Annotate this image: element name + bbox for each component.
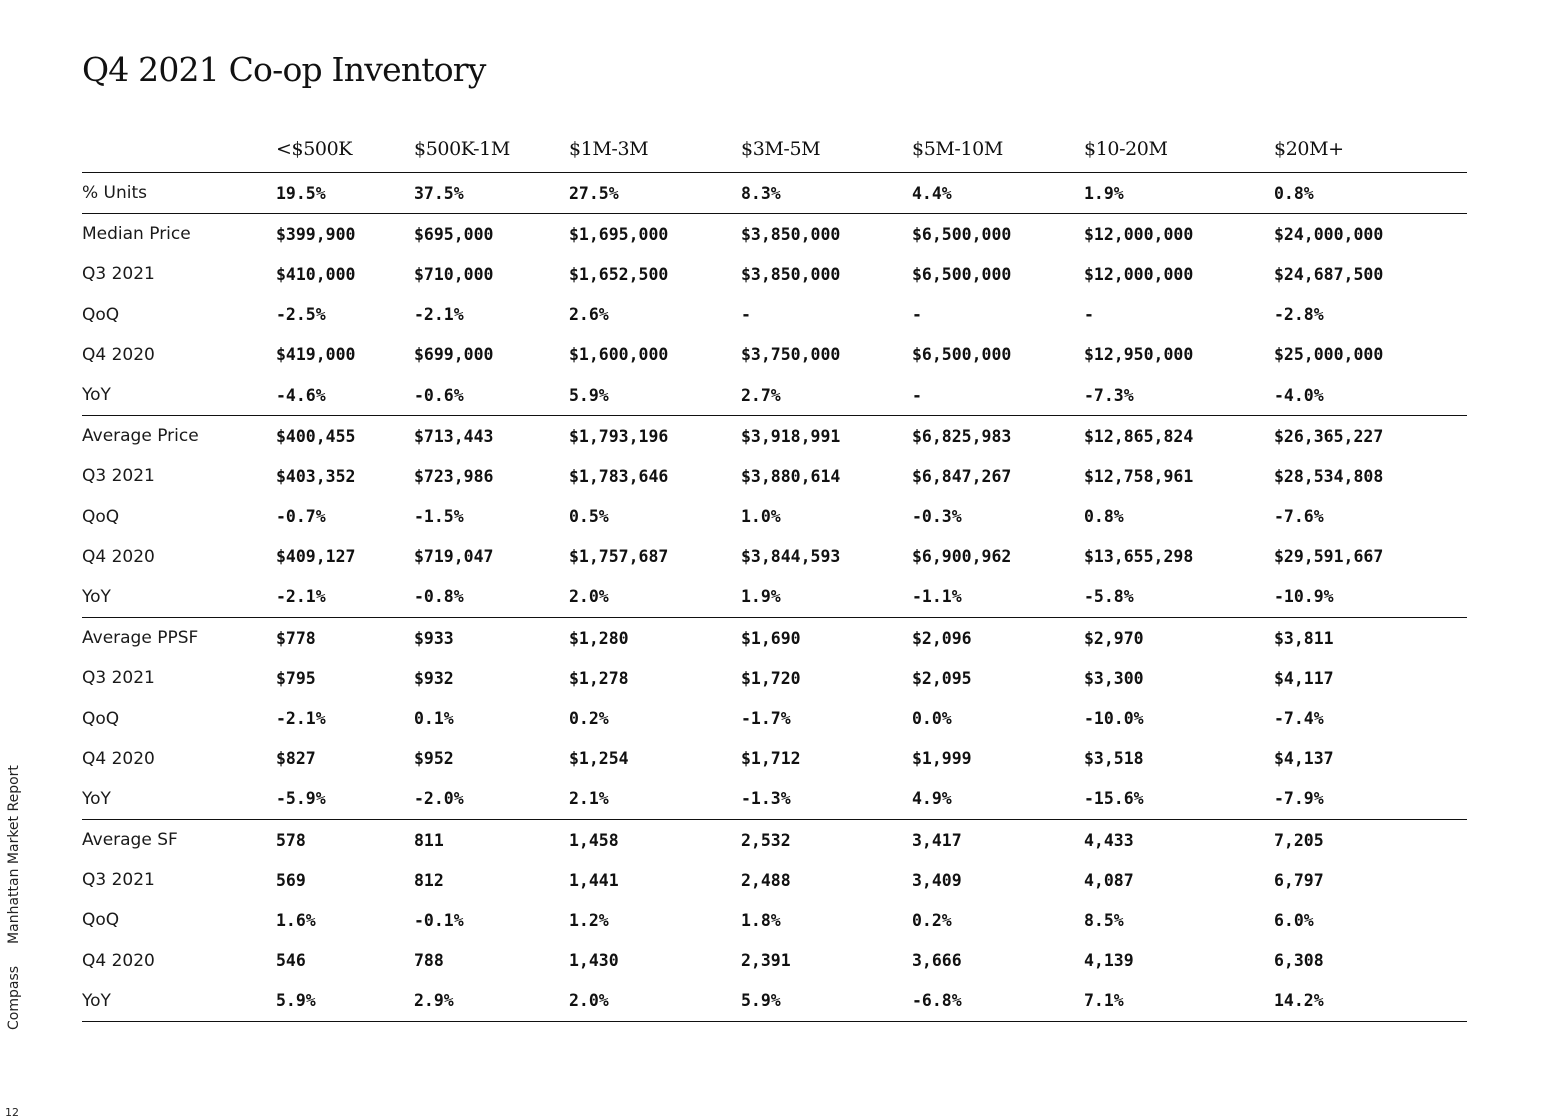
column-header: $500K-1M xyxy=(414,137,510,160)
table-row xyxy=(82,497,1467,537)
table-row xyxy=(82,335,1467,375)
table-cell: $28,534,808 xyxy=(1274,466,1384,486)
table-cell: 4.4% xyxy=(912,183,952,203)
table-cell: -2.5% xyxy=(276,305,326,325)
table-cell: $1,280 xyxy=(569,628,629,648)
table-cell: -4.6% xyxy=(276,385,326,405)
table-cell: $710,000 xyxy=(414,264,494,284)
table-row xyxy=(82,416,1467,456)
table-cell: 0.8% xyxy=(1274,183,1314,203)
table-row xyxy=(82,860,1467,900)
table-cell: 2,532 xyxy=(741,830,791,850)
table-cell: -10.0% xyxy=(1084,709,1144,729)
table-row xyxy=(82,779,1467,820)
table-cell: 5.9% xyxy=(741,991,781,1011)
table-cell: -1.7% xyxy=(741,709,791,729)
table-cell: -2.8% xyxy=(1274,305,1324,325)
table-cell: $723,986 xyxy=(414,466,494,486)
table-row xyxy=(82,214,1467,254)
table-cell: $695,000 xyxy=(414,224,494,244)
table-cell: 4.9% xyxy=(912,789,952,809)
table-cell: $3,518 xyxy=(1084,749,1144,769)
table-cell: $24,687,500 xyxy=(1274,264,1384,284)
table-cell: $25,000,000 xyxy=(1274,345,1384,365)
table-row xyxy=(82,739,1467,779)
table-cell: -5.9% xyxy=(276,789,326,809)
table-cell: 0.0% xyxy=(912,709,952,729)
table-row xyxy=(82,295,1467,335)
table-cell: 37.5% xyxy=(414,183,464,203)
table-cell: 546 xyxy=(276,951,306,971)
table-cell: $6,900,962 xyxy=(912,547,1012,567)
table-cell: 1,441 xyxy=(569,870,619,890)
row-label: Q4 2020 xyxy=(82,748,155,769)
table-row xyxy=(82,618,1467,658)
row-label: YoY xyxy=(82,990,111,1011)
row-label: Median Price xyxy=(82,224,191,245)
table-cell: $6,500,000 xyxy=(912,345,1012,365)
table-cell: 2.1% xyxy=(569,789,609,809)
table-cell: 14.2% xyxy=(1274,991,1324,1011)
table-cell: 7.1% xyxy=(1084,991,1124,1011)
table-row xyxy=(82,537,1467,577)
table-cell: $1,690 xyxy=(741,628,801,648)
table-cell: 0.8% xyxy=(1084,507,1124,527)
table-cell: -2.1% xyxy=(414,305,464,325)
table-cell: $400,455 xyxy=(276,426,356,446)
row-label: YoY xyxy=(82,788,111,809)
table-cell: -0.1% xyxy=(414,910,464,930)
table-cell: 5.9% xyxy=(569,385,609,405)
table-cell: 1.8% xyxy=(741,910,781,930)
table-cell: $1,254 xyxy=(569,749,629,769)
column-header: $20M+ xyxy=(1274,137,1344,160)
table-cell: $4,117 xyxy=(1274,668,1334,688)
table-cell: $2,970 xyxy=(1084,628,1144,648)
table-cell: $1,720 xyxy=(741,668,801,688)
column-header: $1M-3M xyxy=(569,137,649,160)
table-cell: 788 xyxy=(414,951,444,971)
side-footer xyxy=(6,743,22,1030)
table-cell: 8.3% xyxy=(741,183,781,203)
row-label: Average PPSF xyxy=(82,628,199,649)
table-cell: $3,918,991 xyxy=(741,426,841,446)
table-cell: $1,793,196 xyxy=(569,426,669,446)
table-cell: 2.0% xyxy=(569,587,609,607)
column-header: <$500K xyxy=(276,137,353,160)
row-label: YoY xyxy=(82,586,111,607)
table-cell: -1.1% xyxy=(912,587,962,607)
row-label: YoY xyxy=(82,385,111,406)
table-cell: 1.2% xyxy=(569,910,609,930)
table-cell: 4,433 xyxy=(1084,830,1134,850)
table-cell: 1.9% xyxy=(741,587,781,607)
table-row xyxy=(82,254,1467,294)
table-cell: 1.6% xyxy=(276,910,316,930)
table-cell: -6.8% xyxy=(912,991,962,1011)
row-label: Q4 2020 xyxy=(82,546,155,567)
table-cell: $3,750,000 xyxy=(741,345,841,365)
table-cell: $399,900 xyxy=(276,224,356,244)
table-cell: 578 xyxy=(276,830,306,850)
table-cell: $4,137 xyxy=(1274,749,1334,769)
table-row xyxy=(82,981,1467,1022)
table-cell: $3,811 xyxy=(1274,628,1334,648)
table-cell: -7.4% xyxy=(1274,709,1324,729)
table-cell: 1,458 xyxy=(569,830,619,850)
table-cell: $410,000 xyxy=(276,264,356,284)
table-cell: 5.9% xyxy=(276,991,316,1011)
table-row xyxy=(82,820,1467,860)
table-cell: 812 xyxy=(414,870,444,890)
table-cell: $12,758,961 xyxy=(1084,466,1194,486)
table-cell: $3,880,614 xyxy=(741,466,841,486)
brand-name: Compass xyxy=(6,965,22,1030)
table-cell: $3,850,000 xyxy=(741,264,841,284)
table-cell: 8.5% xyxy=(1084,910,1124,930)
table-row xyxy=(82,577,1467,618)
table-row xyxy=(82,900,1467,940)
table-cell: $795 xyxy=(276,668,316,688)
page-title: Q4 2021 Co-op Inventory xyxy=(82,50,486,89)
table-cell: $12,950,000 xyxy=(1084,345,1194,365)
table-cell: $1,278 xyxy=(569,668,629,688)
table-cell: $719,047 xyxy=(414,547,494,567)
table-cell: $6,825,983 xyxy=(912,426,1012,446)
row-label: Q3 2021 xyxy=(82,466,155,487)
table-cell: -10.9% xyxy=(1274,587,1334,607)
table-cell: -4.0% xyxy=(1274,385,1324,405)
table-cell: $24,000,000 xyxy=(1274,224,1384,244)
table-cell: -0.3% xyxy=(912,507,962,527)
table-row xyxy=(82,698,1467,738)
table-cell: 6.0% xyxy=(1274,910,1314,930)
table-cell: $933 xyxy=(414,628,454,648)
page-number: 12 xyxy=(5,1106,19,1119)
table-cell: 811 xyxy=(414,830,444,850)
table-cell: 7,205 xyxy=(1274,830,1324,850)
row-label: QoQ xyxy=(82,910,120,931)
table-cell: $403,352 xyxy=(276,466,356,486)
table-cell: 0.2% xyxy=(912,910,952,930)
table-cell: 2.7% xyxy=(741,385,781,405)
table-row xyxy=(82,941,1467,981)
table-cell: $1,652,500 xyxy=(569,264,669,284)
table-cell: -0.8% xyxy=(414,587,464,607)
table-cell: 19.5% xyxy=(276,183,326,203)
table-cell: $932 xyxy=(414,668,454,688)
table-row xyxy=(82,375,1467,416)
table-cell: $12,000,000 xyxy=(1084,224,1194,244)
row-label: Q3 2021 xyxy=(82,264,155,285)
column-header: $3M-5M xyxy=(741,137,821,160)
table-cell: - xyxy=(912,385,922,405)
table-cell: 0.2% xyxy=(569,709,609,729)
table-cell: - xyxy=(1084,305,1094,325)
row-label: QoQ xyxy=(82,506,120,527)
row-label: QoQ xyxy=(82,304,120,325)
table-cell: 3,417 xyxy=(912,830,962,850)
table-cell: 6,308 xyxy=(1274,951,1324,971)
row-label: Q4 2020 xyxy=(82,950,155,971)
table-cell: 2,391 xyxy=(741,951,791,971)
table-cell: $1,783,646 xyxy=(569,466,669,486)
table-cell: $13,655,298 xyxy=(1084,547,1194,567)
table-row xyxy=(82,658,1467,698)
table-cell: 6,797 xyxy=(1274,870,1324,890)
table-cell: $29,591,667 xyxy=(1274,547,1384,567)
row-label: Average Price xyxy=(82,426,199,447)
column-header: $5M-10M xyxy=(912,137,1003,160)
table-cell: -2.1% xyxy=(276,587,326,607)
table-cell: 1,430 xyxy=(569,951,619,971)
table-cell: 1.9% xyxy=(1084,183,1124,203)
table-cell: 2.0% xyxy=(569,991,609,1011)
table-cell: 27.5% xyxy=(569,183,619,203)
report-name: Manhattan Market Report xyxy=(6,765,22,944)
table-cell: -1.3% xyxy=(741,789,791,809)
table-cell: $827 xyxy=(276,749,316,769)
table-row xyxy=(82,456,1467,496)
table-cell: $1,999 xyxy=(912,749,972,769)
table-cell: $409,127 xyxy=(276,547,356,567)
table-cell: $3,300 xyxy=(1084,668,1144,688)
table-cell: $1,600,000 xyxy=(569,345,669,365)
table-cell: -0.7% xyxy=(276,507,326,527)
table-cell: 4,139 xyxy=(1084,951,1134,971)
row-label: Q3 2021 xyxy=(82,870,155,891)
table-cell: $3,850,000 xyxy=(741,224,841,244)
table-row xyxy=(82,172,1467,214)
table-cell: $3,844,593 xyxy=(741,547,841,567)
table-cell: $2,096 xyxy=(912,628,972,648)
table-cell: $6,500,000 xyxy=(912,224,1012,244)
table-cell: $778 xyxy=(276,628,316,648)
table-cell: $2,095 xyxy=(912,668,972,688)
table-cell: -5.8% xyxy=(1084,587,1134,607)
table-cell: -15.6% xyxy=(1084,789,1144,809)
table-cell: $419,000 xyxy=(276,345,356,365)
row-label: QoQ xyxy=(82,708,120,729)
table-cell: -7.9% xyxy=(1274,789,1324,809)
table-cell: $6,500,000 xyxy=(912,264,1012,284)
table-cell: $713,443 xyxy=(414,426,494,446)
table-cell: 2,488 xyxy=(741,870,791,890)
table-cell: 1.0% xyxy=(741,507,781,527)
column-header: $10-20M xyxy=(1084,137,1168,160)
inventory-table xyxy=(82,125,1467,1022)
row-label: Q3 2021 xyxy=(82,668,155,689)
table-cell: $1,695,000 xyxy=(569,224,669,244)
table-cell: -7.3% xyxy=(1084,385,1134,405)
table-cell: -2.0% xyxy=(414,789,464,809)
table-cell: $1,712 xyxy=(741,749,801,769)
table-cell: 0.5% xyxy=(569,507,609,527)
table-body xyxy=(82,172,1467,1022)
row-label: Q4 2020 xyxy=(82,344,155,365)
table-cell: -2.1% xyxy=(276,709,326,729)
table-cell: $1,757,687 xyxy=(569,547,669,567)
table-cell: - xyxy=(912,305,922,325)
table-cell: -0.6% xyxy=(414,385,464,405)
table-cell: 4,087 xyxy=(1084,870,1134,890)
table-cell: $12,000,000 xyxy=(1084,264,1194,284)
table-header-row xyxy=(82,125,1467,172)
table-cell: -1.5% xyxy=(414,507,464,527)
row-label: Average SF xyxy=(82,830,178,851)
table-cell: $6,847,267 xyxy=(912,466,1012,486)
table-cell: - xyxy=(741,305,751,325)
table-cell: 3,409 xyxy=(912,870,962,890)
table-cell: $699,000 xyxy=(414,345,494,365)
table-cell: $26,365,227 xyxy=(1274,426,1384,446)
row-label: % Units xyxy=(82,183,148,204)
table-cell: $952 xyxy=(414,749,454,769)
table-cell: -7.6% xyxy=(1274,507,1324,527)
table-cell: 2.9% xyxy=(414,991,454,1011)
table-cell: 569 xyxy=(276,870,306,890)
table-cell: 0.1% xyxy=(414,709,454,729)
table-cell: 3,666 xyxy=(912,951,962,971)
table-cell: 2.6% xyxy=(569,305,609,325)
table-cell: $12,865,824 xyxy=(1084,426,1194,446)
